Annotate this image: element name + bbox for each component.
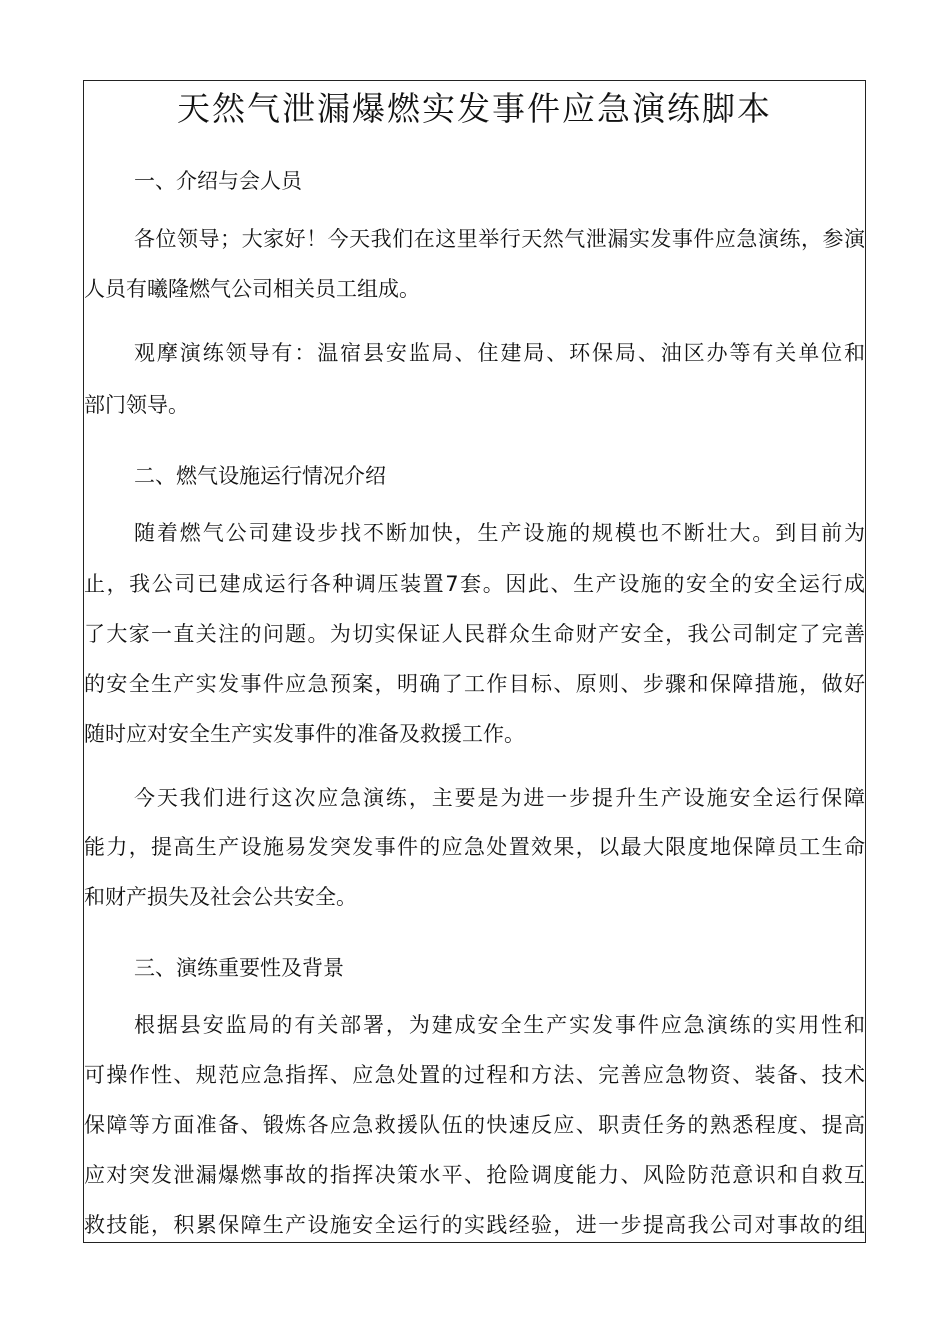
paragraph-line: 部门领导。 (84, 393, 189, 417)
paragraph-line: 应对突发泄漏爆燃事故的指挥决策水平、抢险调度能力、风险防范意识和自救互 (84, 1163, 865, 1187)
paragraph-line: 随时应对安全生产实发事件的准备及救援工作。 (84, 722, 525, 746)
paragraph-line: 能力，提高生产设施易发突发事件的应急处置效果，以最大限度地保障员工生命 (84, 835, 865, 859)
paragraph-line: 救技能，积累保障生产设施安全运行的实践经验，进一步提高我公司对事故的组 (84, 1213, 865, 1237)
section-heading-facilities: 二、燃气设施运行情况介绍 (134, 464, 386, 488)
section-heading-introduction: 一、介绍与会人员 (134, 169, 302, 193)
document-frame (83, 80, 866, 1243)
section-heading-background: 三、演练重要性及背景 (134, 956, 344, 980)
paragraph-line: 各位领导；大家好！今天我们在这里举行天然气泄漏实发事件应急演练，参演 (134, 227, 865, 251)
paragraph-line: 的安全生产实发事件应急预案，明确了工作目标、原则、步骤和保障措施，做好 (84, 672, 865, 696)
paragraph-line: 人员有曦隆燃气公司相关员工组成。 (84, 277, 420, 301)
paragraph-line: 了大家一直关注的问题。为切实保证人民群众生命财产安全，我公司制定了完善 (84, 622, 865, 646)
paragraph-line: 今天我们进行这次应急演练，主要是为进一步提升生产设施安全运行保障 (134, 786, 865, 810)
paragraph-line: 随着燃气公司建设步找不断加快，生产设施的规模也不断壮大。到目前为 (134, 521, 865, 545)
paragraph-line: 可操作性、规范应急指挥、应急处置的过程和方法、完善应急物资、装备、技术 (84, 1063, 865, 1087)
paragraph-line: 保障等方面准备、锻炼各应急救援队伍的快速反应、职责任务的熟悉程度、提高 (84, 1113, 865, 1137)
paragraph-line: 观摩演练领导有：温宿县安监局、住建局、环保局、油区办等有关单位和 (134, 341, 865, 365)
document-title: 天然气泄漏爆燃实发事件应急演练脚本 (177, 89, 772, 128)
paragraph-line: 和财产损失及社会公共安全。 (84, 885, 357, 909)
paragraph-line: 根据县安监局的有关部署，为建成安全生产实发事件应急演练的实用性和 (134, 1013, 865, 1037)
paragraph-line: 止，我公司已建成运行各种调压装置7套。因此、生产设施的安全的安全运行成 (84, 572, 865, 596)
